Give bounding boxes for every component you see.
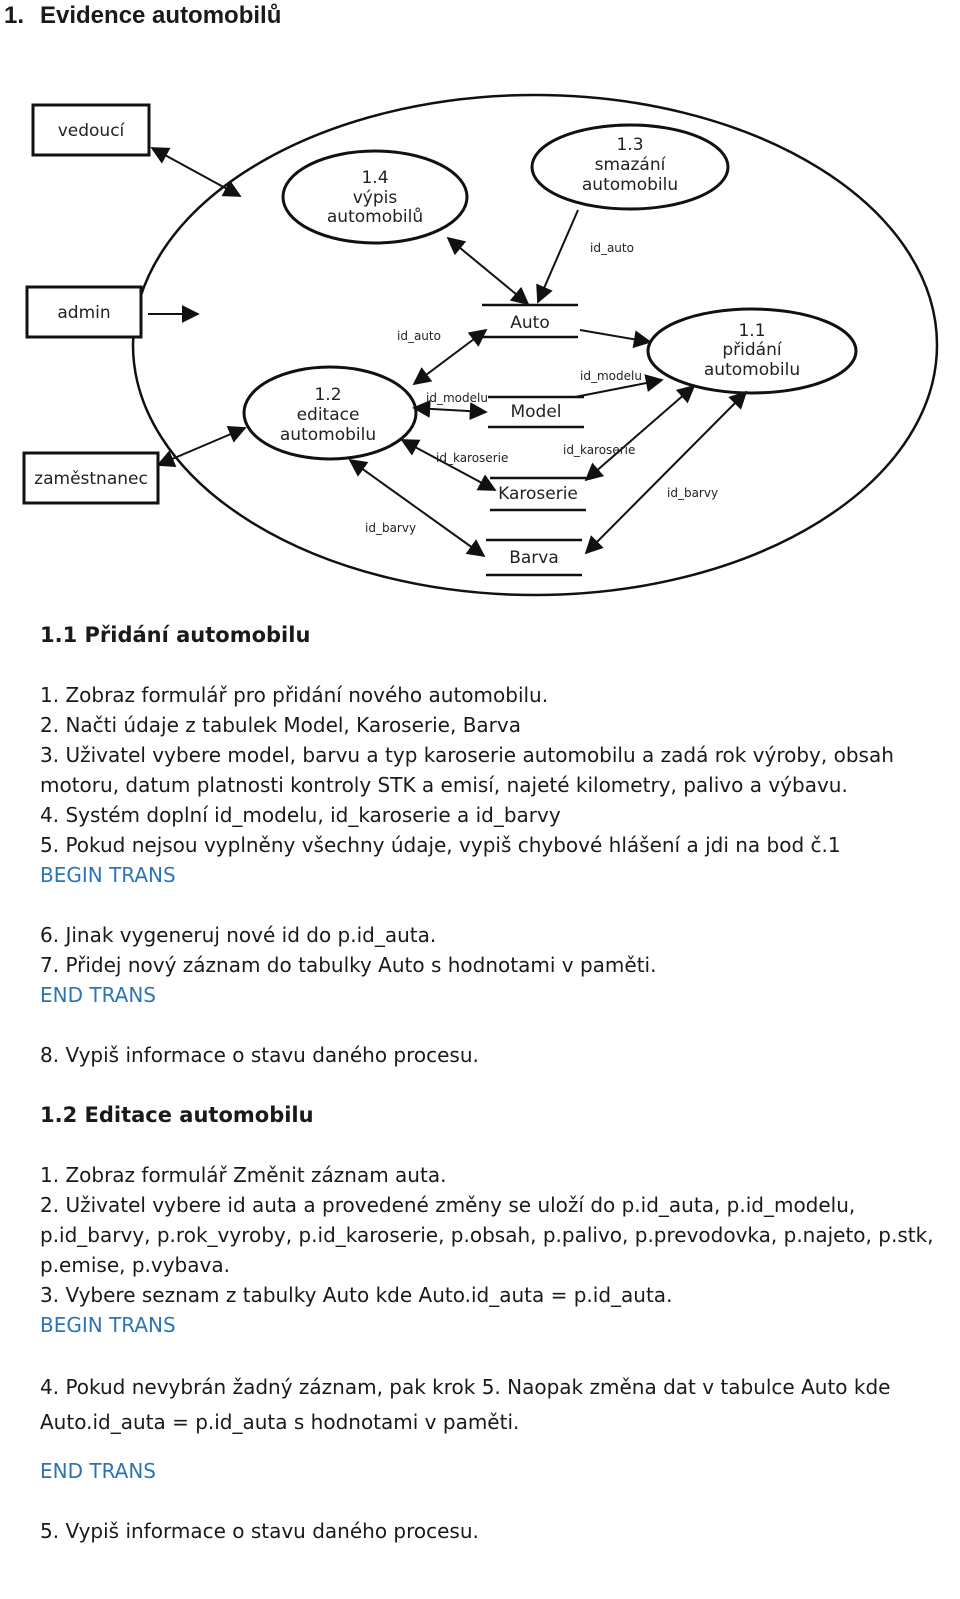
step: 6. Jinak vygeneruj nové id do p.id_auta. (40, 923, 437, 947)
process-1-3 (532, 125, 728, 209)
process-number: 1.2 (314, 385, 342, 405)
process-1-2 (244, 367, 416, 459)
actor-label: vedoucí (57, 121, 125, 141)
process-number: 1.4 (361, 168, 389, 188)
process-label: automobilu (703, 360, 801, 380)
flow-label-id-modelu-right: id_modelu (580, 369, 642, 383)
document-body (40, 620, 945, 1546)
section-heading-editace: 1.2 Editace automobilu (40, 1103, 314, 1127)
step: 2. Uživatel vybere id auta a provedené změny se uloží do p.id_auta, p.id_modelu, p.id_barvy, p.rok_vyroby, p.id_karoserie, p.obsah, p.palivo, p.prevodovka, p.najeto, p.stk, p.emise, p.vybava. (40, 1193, 934, 1277)
end-trans: END TRANS (40, 983, 156, 1007)
process-1-1 (648, 309, 856, 393)
page-title (4, 2, 281, 30)
begin-trans: BEGIN TRANS (40, 863, 176, 887)
store-label-barva: Barva (509, 548, 559, 568)
end-trans: END TRANS (40, 1459, 156, 1483)
step: 3. Uživatel vybere model, barvu a typ karoserie automobilu a zadá rok výroby, obsah motoru, datum platnosti kontroly STK a emisí, najeté kilometry, palivo a výbavu. (40, 743, 894, 797)
flow-label-id-modelu-left: id_modelu (426, 391, 488, 405)
actor-vedouci (33, 105, 149, 155)
store-label-model: Model (510, 402, 562, 422)
process-number: 1.1 (738, 321, 766, 341)
actor-label: zaměstnanec (34, 469, 148, 489)
step: 8. Vypiš informace o stavu daného procesu. (40, 1043, 479, 1067)
process-label: automobilu (581, 175, 679, 195)
flow-label-id-auto-left: id_auto (397, 329, 441, 343)
title-number: 1. (4, 2, 25, 29)
process-label: automobilů (326, 207, 424, 227)
process-number: 1.3 (616, 135, 644, 155)
process-label: automobilu (279, 425, 377, 445)
step: 5. Pokud nejsou vyplněny všechny údaje, vypiš chybové hlášení a jdi na bod č.1 (40, 833, 841, 857)
flow-label-id-barvy-left: id_barvy (365, 521, 417, 535)
step: 5. Vypiš informace o stavu daného procesu. (40, 1519, 479, 1543)
data-flow-diagram (0, 80, 960, 600)
store-label-auto: Auto (510, 313, 550, 333)
process-1-4 (283, 151, 467, 243)
flow-label-id-auto-top: id_auto (590, 241, 634, 255)
flow-label-id-karoserie-left: id_karoserie (436, 451, 509, 465)
step: 7. Přidej nový záznam do tabulky Auto s hodnotami v paměti. (40, 953, 657, 977)
section-heading-pridani: 1.1 Přidání automobilu (40, 623, 311, 647)
begin-trans: BEGIN TRANS (40, 1313, 176, 1337)
process-label: výpis (352, 188, 398, 208)
actor-label: admin (57, 303, 111, 323)
title-text: Evidence automobilů (40, 2, 282, 29)
actor-zamestnanec (24, 453, 158, 503)
step: 2. Načti údaje z tabulek Model, Karoserie, Barva (40, 713, 521, 737)
step: 1. Zobraz formulář Změnit záznam auta. (40, 1163, 447, 1187)
step: 3. Vybere seznam z tabulky Auto kde Auto.id_auta = p.id_auta. (40, 1283, 673, 1307)
actor-admin (27, 287, 141, 337)
process-label: editace (296, 405, 360, 425)
store-label-karoserie: Karoserie (498, 484, 578, 504)
process-label: přidání (722, 340, 782, 360)
step: 4. Pokud nevybrán žadný záznam, pak krok 5. Naopak změna dat v tabulce Auto kde Auto.id_auta = p.id_auta s hodnotami v paměti. (40, 1375, 891, 1434)
process-label: smazání (594, 155, 666, 175)
flow-label-id-karoserie-right: id_karoserie (563, 443, 636, 457)
step: 1. Zobraz formulář pro přidání nového automobilu. (40, 683, 549, 707)
flow-label-id-barvy-right: id_barvy (667, 486, 719, 500)
step: 4. Systém doplní id_modelu, id_karoserie a id_barvy (40, 803, 561, 827)
